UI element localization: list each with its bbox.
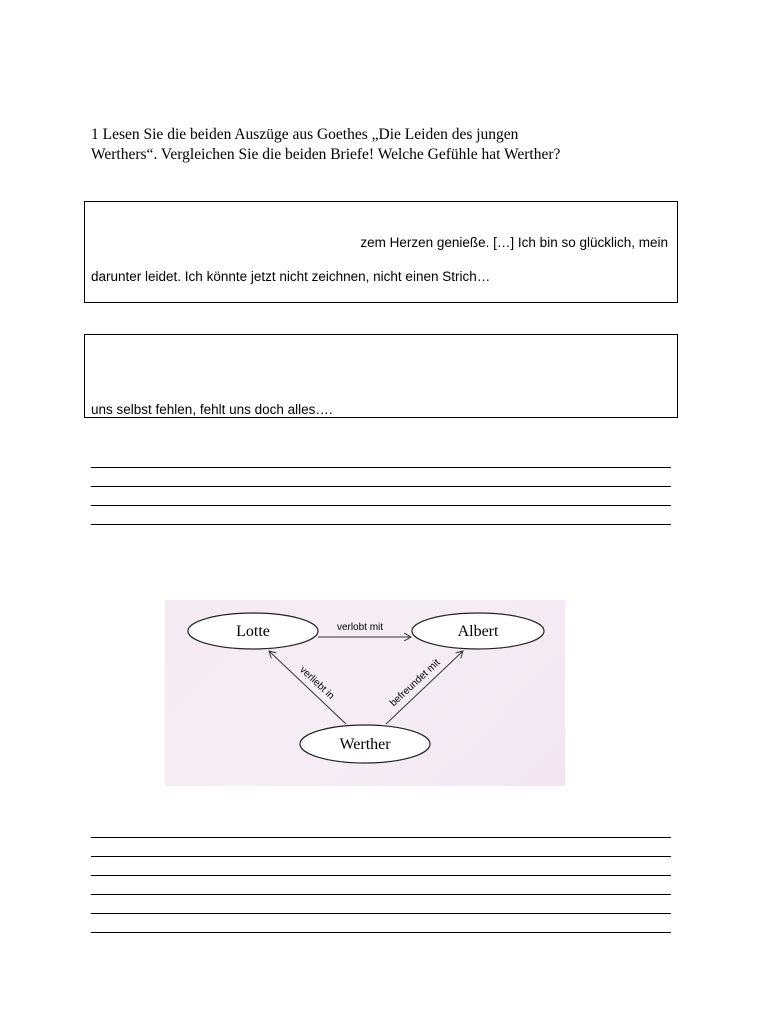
answer-line[interactable] bbox=[91, 914, 671, 933]
node-werther-label: Werther bbox=[339, 736, 391, 753]
answer-line[interactable] bbox=[91, 468, 671, 487]
excerpt-box-1 bbox=[84, 201, 678, 303]
answer-line[interactable] bbox=[91, 838, 671, 857]
answer-lines-2 bbox=[91, 819, 671, 933]
answer-line[interactable] bbox=[91, 819, 671, 838]
answer-line[interactable] bbox=[91, 449, 671, 468]
edge-lotte-albert-label: verlobt mit bbox=[336, 622, 384, 633]
excerpt-1-line-1: zem Herzen genieße. […] Ich bin so glücklich, mein bbox=[360, 235, 668, 250]
relationship-diagram-svg bbox=[165, 600, 565, 786]
answer-line[interactable] bbox=[91, 876, 671, 895]
node-albert-label: Albert bbox=[457, 623, 499, 640]
task-line-2: Werthers“. Vergleichen Sie die beiden Briefe! Welche Gefühle hat Werther? bbox=[91, 146, 561, 163]
task-instruction bbox=[91, 125, 691, 165]
edge-werther-lotte bbox=[269, 651, 346, 724]
answer-line[interactable] bbox=[91, 895, 671, 914]
excerpt-2-line-1: uns selbst fehlen, fehlt uns doch alles…. bbox=[91, 402, 333, 417]
answer-line[interactable] bbox=[91, 506, 671, 525]
answer-line[interactable] bbox=[91, 487, 671, 506]
answer-lines-1 bbox=[91, 449, 671, 525]
relationship-diagram bbox=[165, 600, 565, 786]
excerpt-1-line-2: darunter leidet. Ich könnte jetzt nicht zeichnen, nicht einen Strich… bbox=[91, 269, 491, 284]
edge-werther-albert bbox=[386, 651, 463, 724]
answer-line[interactable] bbox=[91, 857, 671, 876]
excerpt-box-2 bbox=[84, 334, 678, 418]
edge-werther-lotte-label: verliebt in bbox=[297, 664, 337, 702]
edge-werther-albert-label: befreundet mit bbox=[388, 657, 443, 709]
task-line-1: 1 Lesen Sie die beiden Auszüge aus Goethes „Die Leiden des jungen bbox=[91, 126, 519, 143]
node-lotte-label: Lotte bbox=[236, 623, 270, 640]
